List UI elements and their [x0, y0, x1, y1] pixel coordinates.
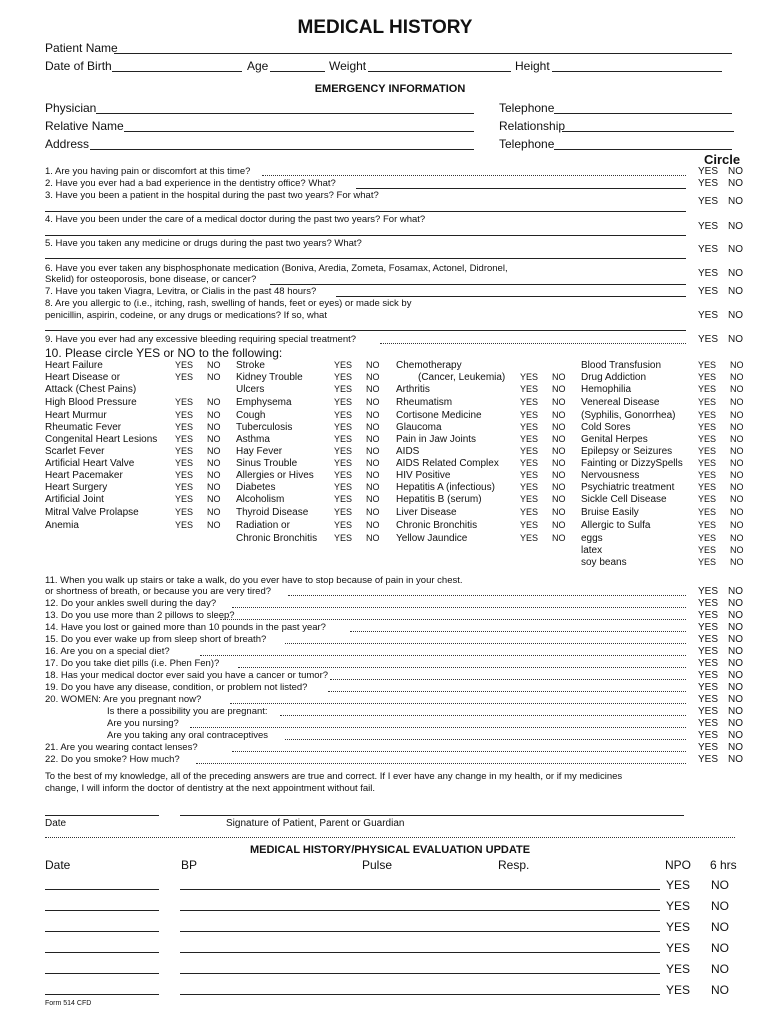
condition-label: Venereal Disease [581, 397, 660, 408]
question-6-cont: Skelid) for osteoporosis, bone disease, or cancer? [45, 274, 257, 285]
bottom-question: 21. Are you wearing contact lenses? [45, 742, 198, 753]
condition-yes-no[interactable]: YES NO [334, 507, 380, 517]
bottom-yes-no[interactable]: YES NO [698, 730, 743, 741]
condition-yes-no[interactable]: YES NO [698, 410, 744, 420]
condition-yes-no[interactable]: YES NO [520, 482, 566, 492]
bottom-yes-no[interactable]: YES NO [698, 706, 743, 717]
condition-yes-no[interactable]: YES NO [698, 372, 744, 382]
condition-label: Chronic Bronchitis [396, 520, 478, 531]
bottom-question: 16. Are you on a special diet? [45, 646, 170, 657]
bottom-yes-no[interactable]: YES NO [698, 658, 743, 669]
condition-label: Cold Sores [581, 422, 631, 433]
condition-yes-no[interactable]: YES NO [334, 422, 380, 432]
circle-heading: Circle [704, 152, 741, 167]
bottom-question: or shortness of breath, or because you are very tired? [45, 586, 272, 597]
answer-line-4[interactable] [45, 235, 686, 236]
update-bp-label: BP [181, 858, 198, 872]
question-8: 8. Are you allergic to (i.e., itching, rash, swelling of hands, feet or eyes) or made sick by [45, 298, 412, 309]
condition-label: soy beans [581, 557, 627, 568]
condition-yes-no[interactable]: YES NO [175, 520, 221, 530]
update-yes[interactable]: YES [666, 920, 691, 934]
condition-yes-no[interactable]: YES NO [698, 422, 744, 432]
condition-yes-no[interactable]: YES NO [520, 446, 566, 456]
condition-label: Cortisone Medicine [396, 410, 482, 421]
condition-label: Radiation or [236, 520, 290, 531]
update-yes[interactable]: YES [666, 899, 691, 913]
relative-name-field[interactable] [124, 131, 474, 132]
question-8-cont: penicillin, aspirin, codeine, or any drugs or medications? If so, what [45, 310, 327, 321]
condition-label: HIV Positive [396, 470, 451, 481]
condition-yes-no[interactable]: YES NO [698, 458, 744, 468]
condition-yes-no[interactable]: YES NO [334, 360, 380, 370]
dob-field[interactable] [112, 71, 242, 72]
separator [45, 837, 735, 838]
answer-line-8[interactable] [45, 330, 686, 331]
condition-label: Nervousness [581, 470, 640, 481]
condition-yes-no[interactable]: YES NO [334, 434, 380, 444]
update-no[interactable]: NO [711, 920, 729, 934]
condition-yes-no[interactable]: YES NO [334, 446, 380, 456]
condition-yes-no[interactable]: YES NO [175, 372, 221, 382]
condition-yes-no[interactable]: YES NO [520, 384, 566, 394]
telephone1-field[interactable] [554, 113, 732, 114]
question-9: 9. Have you ever had any excessive bleeding requiring special treatment? [45, 334, 357, 345]
condition-yes-no[interactable]: YES NO [520, 494, 566, 504]
condition-yes-no[interactable]: YES NO [175, 458, 221, 468]
condition-yes-no[interactable]: YES NO [334, 520, 380, 530]
question-5: 5. Have you taken any medicine or drugs during the past two years? What? [45, 238, 362, 249]
condition-label: (Cancer, Leukemia) [418, 372, 506, 383]
condition-label: eggs [581, 533, 603, 544]
answer-line-3[interactable] [45, 211, 686, 212]
condition-yes-no[interactable]: YES NO [698, 557, 744, 567]
bottom-yes-no[interactable]: YES NO [698, 598, 743, 609]
answer-line [285, 643, 686, 644]
question-7: 7. Have you taken Viagra, Levitra, or Cialis in the past 48 hours? [45, 286, 317, 297]
condition-yes-no[interactable]: YES NO [175, 360, 221, 370]
bottom-yes-no[interactable]: YES NO [698, 754, 743, 765]
condition-label: Pain in Jaw Joints [396, 434, 477, 445]
q10-heading: 10. Please circle YES or NO to the following: [45, 346, 283, 360]
bottom-yes-no[interactable]: YES NO [698, 634, 743, 645]
bottom-question: 18. Has your medical doctor ever said you have a cancer or tumor? [45, 670, 329, 681]
condition-label: Hemophilia [581, 384, 632, 395]
yes-no-5[interactable]: YES NO [698, 244, 743, 255]
condition-label: Epilepsy or Seizures [581, 446, 673, 457]
question-3: 3. Have you been a patient in the hospital during the past two years? For what? [45, 190, 379, 201]
bottom-question: Are you nursing? [107, 718, 179, 729]
update-hrs-label: 6 hrs [710, 858, 737, 872]
bottom-question: 12. Do your ankles swell during the day? [45, 598, 217, 609]
condition-label: Hay Fever [236, 446, 283, 457]
condition-yes-no[interactable]: YES NO [334, 384, 380, 394]
signature-label: Signature of Patient, Parent or Guardian [226, 818, 405, 829]
condition-yes-no[interactable]: YES NO [334, 482, 380, 492]
condition-label: Emphysema [236, 397, 292, 408]
condition-label: Sickle Cell Disease [581, 494, 667, 505]
condition-label: Heart Murmur [45, 410, 107, 421]
condition-yes-no[interactable]: YES NO [698, 446, 744, 456]
bottom-yes-no[interactable]: YES NO [698, 694, 743, 705]
condition-label: Scarlet Fever [45, 446, 105, 457]
condition-label: Attack (Chest Pains) [45, 384, 137, 395]
signature-field[interactable] [180, 815, 684, 816]
condition-label: latex [581, 545, 603, 556]
condition-yes-no[interactable]: YES NO [520, 520, 566, 530]
update-vitals-field[interactable] [180, 910, 660, 911]
condition-label: Heart Disease or [45, 372, 121, 383]
answer-line [280, 715, 686, 716]
condition-label: Tuberculosis [236, 422, 293, 433]
answer-line-9 [380, 343, 686, 344]
yes-no-8[interactable]: YES NO [698, 310, 743, 321]
update-no[interactable]: NO [711, 983, 729, 997]
condition-label: Heart Failure [45, 360, 103, 371]
condition-label: Arthritis [396, 384, 430, 395]
bottom-yes-no[interactable]: YES NO [698, 586, 743, 597]
bottom-question: 14. Have you lost or gained more than 10 pounds in the past year? [45, 622, 326, 633]
yes-no-1[interactable]: YES NO [698, 166, 743, 177]
bottom-yes-no[interactable]: YES NO [698, 742, 743, 753]
condition-yes-no[interactable]: YES NO [334, 494, 380, 504]
update-vitals-field[interactable] [180, 931, 660, 932]
answer-line [288, 595, 686, 596]
bottom-question: 17. Do you take diet pills (i.e. Phen Fen)? [45, 658, 220, 669]
condition-yes-no[interactable]: YES NO [698, 384, 744, 394]
condition-label: Diabetes [236, 482, 276, 493]
condition-label: Heart Surgery [45, 482, 108, 493]
dob-label: Date of Birth [45, 59, 112, 73]
condition-label: Psychiatric treatment [581, 482, 675, 493]
condition-yes-no[interactable]: YES NO [520, 422, 566, 432]
condition-yes-no[interactable]: YES NO [698, 482, 744, 492]
answer-line [190, 727, 686, 728]
answer-line-1 [262, 175, 686, 176]
condition-yes-no[interactable]: YES NO [520, 397, 566, 407]
telephone1-label: Telephone [499, 101, 555, 115]
yes-no-7[interactable]: YES NO [698, 286, 743, 297]
condition-label: Stroke [236, 360, 265, 371]
update-yes[interactable]: YES [666, 941, 691, 955]
condition-label: Alcoholism [236, 494, 285, 505]
condition-yes-no[interactable]: YES NO [520, 533, 566, 543]
condition-label: Anemia [45, 520, 79, 531]
condition-yes-no[interactable]: YES NO [520, 372, 566, 382]
page-title: MEDICAL HISTORY [297, 17, 473, 38]
update-heading: MEDICAL HISTORY/PHYSICAL EVALUATION UPDATE [249, 844, 531, 856]
condition-yes-no[interactable]: YES NO [175, 397, 221, 407]
weight-label: Weight [329, 59, 367, 73]
update-npo-label: NPO [665, 858, 692, 872]
condition-yes-no[interactable]: YES NO [520, 507, 566, 517]
condition-label: (Syphilis, Gonorrhea) [581, 410, 676, 421]
condition-label: Artificial Heart Valve [45, 458, 135, 469]
bottom-yes-no[interactable]: YES NO [698, 610, 743, 621]
condition-yes-no[interactable]: YES NO [698, 397, 744, 407]
condition-label: Fainting or DizzySpells [581, 458, 683, 469]
condition-yes-no[interactable]: YES NO [698, 434, 744, 444]
statement-line-1: To the best of my knowledge, all of the preceding answers are true and correct. If I ever have any change in my health, or if my medicines [45, 771, 623, 782]
patient-name-label: Patient Name [45, 41, 118, 55]
condition-label: Hepatitis B (serum) [396, 494, 482, 505]
condition-label: Kidney Trouble [236, 372, 303, 383]
condition-yes-no[interactable]: YES NO [698, 533, 744, 543]
signature-date-field[interactable] [45, 815, 159, 816]
update-pulse-label: Pulse [362, 858, 393, 872]
update-yes[interactable]: YES [666, 962, 691, 976]
answer-line [200, 655, 686, 656]
condition-label: Mitral Valve Prolapse [45, 507, 139, 518]
yes-no-3[interactable]: YES NO [698, 196, 743, 207]
update-date-field[interactable] [45, 952, 159, 953]
condition-label: Heart Pacemaker [45, 470, 123, 481]
answer-line [350, 631, 686, 632]
update-date-field[interactable] [45, 994, 159, 995]
bottom-question: 15. Do you ever wake up from sleep short of breath? [45, 634, 267, 645]
bottom-question: 20. WOMEN: Are you pregnant now? [45, 694, 202, 705]
relationship-field[interactable] [562, 131, 734, 132]
yes-no-6[interactable]: YES NO [698, 268, 743, 279]
telephone2-field[interactable] [554, 149, 732, 150]
question-2: 2. Have you ever had a bad experience in the dentistry office? What? [45, 178, 336, 189]
condition-label: Chronic Bronchitis [236, 533, 318, 544]
height-label: Height [515, 59, 550, 73]
condition-label: Asthma [236, 434, 270, 445]
bottom-yes-no[interactable]: YES NO [698, 670, 743, 681]
update-no[interactable]: NO [711, 899, 729, 913]
condition-label: Rheumatic Fever [45, 422, 122, 433]
question-6: 6. Have you ever taken any bisphosphonate medication (Boniva, Aredia, Zometa, Fosamax, Actonel, Didronel, [45, 263, 508, 274]
condition-yes-no[interactable]: YES NO [175, 446, 221, 456]
emergency-heading: EMERGENCY INFORMATION [314, 83, 466, 95]
condition-label: Blood Transfusion [581, 360, 662, 371]
answer-line [328, 691, 686, 692]
condition-yes-no[interactable]: YES NO [698, 494, 744, 504]
statement-line-2: change, I will inform the doctor of dentistry at the next appointment without fail. [45, 783, 376, 794]
signature-date-label: Date [45, 818, 67, 829]
condition-yes-no[interactable]: YES NO [520, 410, 566, 420]
update-vitals-field[interactable] [180, 994, 660, 995]
answer-line [238, 667, 686, 668]
update-date-label: Date [45, 858, 71, 872]
bottom-yes-no[interactable]: YES NO [698, 622, 743, 633]
condition-yes-no[interactable]: YES NO [520, 458, 566, 468]
condition-label: Allergic to Sulfa [581, 520, 651, 531]
condition-yes-no[interactable]: YES NO [520, 470, 566, 480]
relative-name-label: Relative Name [45, 119, 124, 133]
update-yes[interactable]: YES [666, 983, 691, 997]
condition-label: AIDS Related Complex [396, 458, 499, 469]
update-vitals-field[interactable] [180, 952, 660, 953]
weight-field[interactable] [368, 71, 511, 72]
answer-line-5[interactable] [45, 258, 686, 259]
condition-label: Drug Addiction [581, 372, 647, 383]
bottom-question: Is there a possibility you are pregnant: [107, 706, 268, 717]
answer-line [232, 607, 686, 608]
condition-yes-no[interactable]: YES NO [334, 397, 380, 407]
update-date-field[interactable] [45, 889, 159, 890]
question-4: 4. Have you been under the care of a medical doctor during the past two years? For what? [45, 214, 426, 225]
update-no[interactable]: NO [711, 941, 729, 955]
question-1: 1. Are you having pain or discomfort at this time? [45, 166, 251, 177]
update-date-field[interactable] [45, 931, 159, 932]
condition-yes-no[interactable]: YES NO [175, 482, 221, 492]
update-resp-label: Resp. [498, 858, 530, 872]
condition-label: Bruise Easily [581, 507, 639, 518]
yes-no-9[interactable]: YES NO [698, 334, 743, 345]
condition-yes-no[interactable]: YES NO [175, 422, 221, 432]
condition-yes-no[interactable]: YES NO [334, 533, 380, 543]
answer-line [285, 739, 686, 740]
condition-label: Ulcers [236, 384, 265, 395]
bottom-question: 11. When you walk up stairs or take a walk, do you ever have to stop because of pain in your chest. [45, 575, 463, 586]
bottom-yes-no[interactable]: YES NO [698, 682, 743, 693]
address-label: Address [45, 137, 90, 151]
condition-yes-no[interactable]: YES NO [334, 372, 380, 382]
answer-line-7[interactable] [336, 296, 686, 297]
update-no[interactable]: NO [711, 878, 729, 892]
bottom-question: 13. Do you use more than 2 pillows to sleep? [45, 610, 235, 621]
condition-yes-no[interactable]: YES NO [334, 410, 380, 420]
height-field[interactable] [552, 71, 722, 72]
condition-label: Thyroid Disease [236, 507, 309, 518]
condition-label: Rheumatism [396, 397, 453, 408]
physician-field[interactable] [96, 113, 474, 114]
condition-yes-no[interactable]: YES NO [175, 507, 221, 517]
condition-label: Congenital Heart Lesions [45, 434, 158, 445]
condition-yes-no[interactable]: YES NO [698, 545, 744, 555]
condition-label: Sinus Trouble [236, 458, 298, 469]
condition-yes-no[interactable]: YES NO [175, 434, 221, 444]
condition-yes-no[interactable]: YES NO [698, 360, 744, 370]
update-date-field[interactable] [45, 973, 159, 974]
condition-label: Allergies or Hives [236, 470, 314, 481]
bottom-question: Are you taking any oral contraceptives [107, 730, 269, 741]
yes-no-4[interactable]: YES NO [698, 221, 743, 232]
condition-yes-no[interactable]: YES NO [698, 507, 744, 517]
update-no[interactable]: NO [711, 962, 729, 976]
answer-line-6[interactable] [270, 284, 686, 285]
yes-no-2[interactable]: YES NO [698, 178, 743, 189]
physician-label: Physician [45, 101, 97, 115]
answer-line [232, 751, 686, 752]
condition-label: AIDS [396, 446, 420, 457]
answer-line-2[interactable] [356, 188, 686, 189]
relationship-label: Relationship [499, 119, 566, 133]
telephone2-label: Telephone [499, 137, 555, 151]
bottom-question: 22. Do you smoke? How much? [45, 754, 180, 765]
condition-label: Yellow Jaundice [396, 533, 468, 544]
condition-yes-no[interactable]: YES NO [175, 470, 221, 480]
bottom-yes-no[interactable]: YES NO [698, 646, 743, 657]
condition-yes-no[interactable]: YES NO [175, 494, 221, 504]
patient-name-field[interactable] [114, 53, 732, 54]
update-yes[interactable]: YES [666, 878, 691, 892]
condition-yes-no[interactable]: YES NO [520, 434, 566, 444]
answer-line [330, 679, 686, 680]
answer-line [220, 619, 686, 620]
age-label: Age [247, 59, 269, 73]
condition-yes-no[interactable]: YES NO [334, 470, 380, 480]
condition-label: High Blood Pressure [45, 397, 137, 408]
address-field[interactable] [90, 149, 474, 150]
condition-label: Hepatitis A (infectious) [396, 482, 495, 493]
condition-yes-no[interactable]: YES NO [175, 410, 221, 420]
condition-yes-no[interactable]: YES NO [698, 520, 744, 530]
condition-label: Liver Disease [396, 507, 457, 518]
condition-yes-no[interactable]: YES NO [334, 458, 380, 468]
condition-yes-no[interactable]: YES NO [698, 470, 744, 480]
condition-label: Artificial Joint [45, 494, 104, 505]
update-vitals-field[interactable] [180, 973, 660, 974]
condition-label: Chemotherapy [396, 360, 462, 371]
age-field[interactable] [270, 71, 325, 72]
answer-line [196, 763, 686, 764]
form-id: Form 514 CFD [45, 1000, 92, 1007]
answer-line [230, 703, 686, 704]
bottom-yes-no[interactable]: YES NO [698, 718, 743, 729]
update-vitals-field[interactable] [180, 889, 660, 890]
update-date-field[interactable] [45, 910, 159, 911]
bottom-question: 19. Do you have any disease, condition, or problem not listed? [45, 682, 308, 693]
condition-label: Genital Herpes [581, 434, 648, 445]
condition-label: Glaucoma [396, 422, 442, 433]
condition-label: Cough [236, 410, 266, 421]
